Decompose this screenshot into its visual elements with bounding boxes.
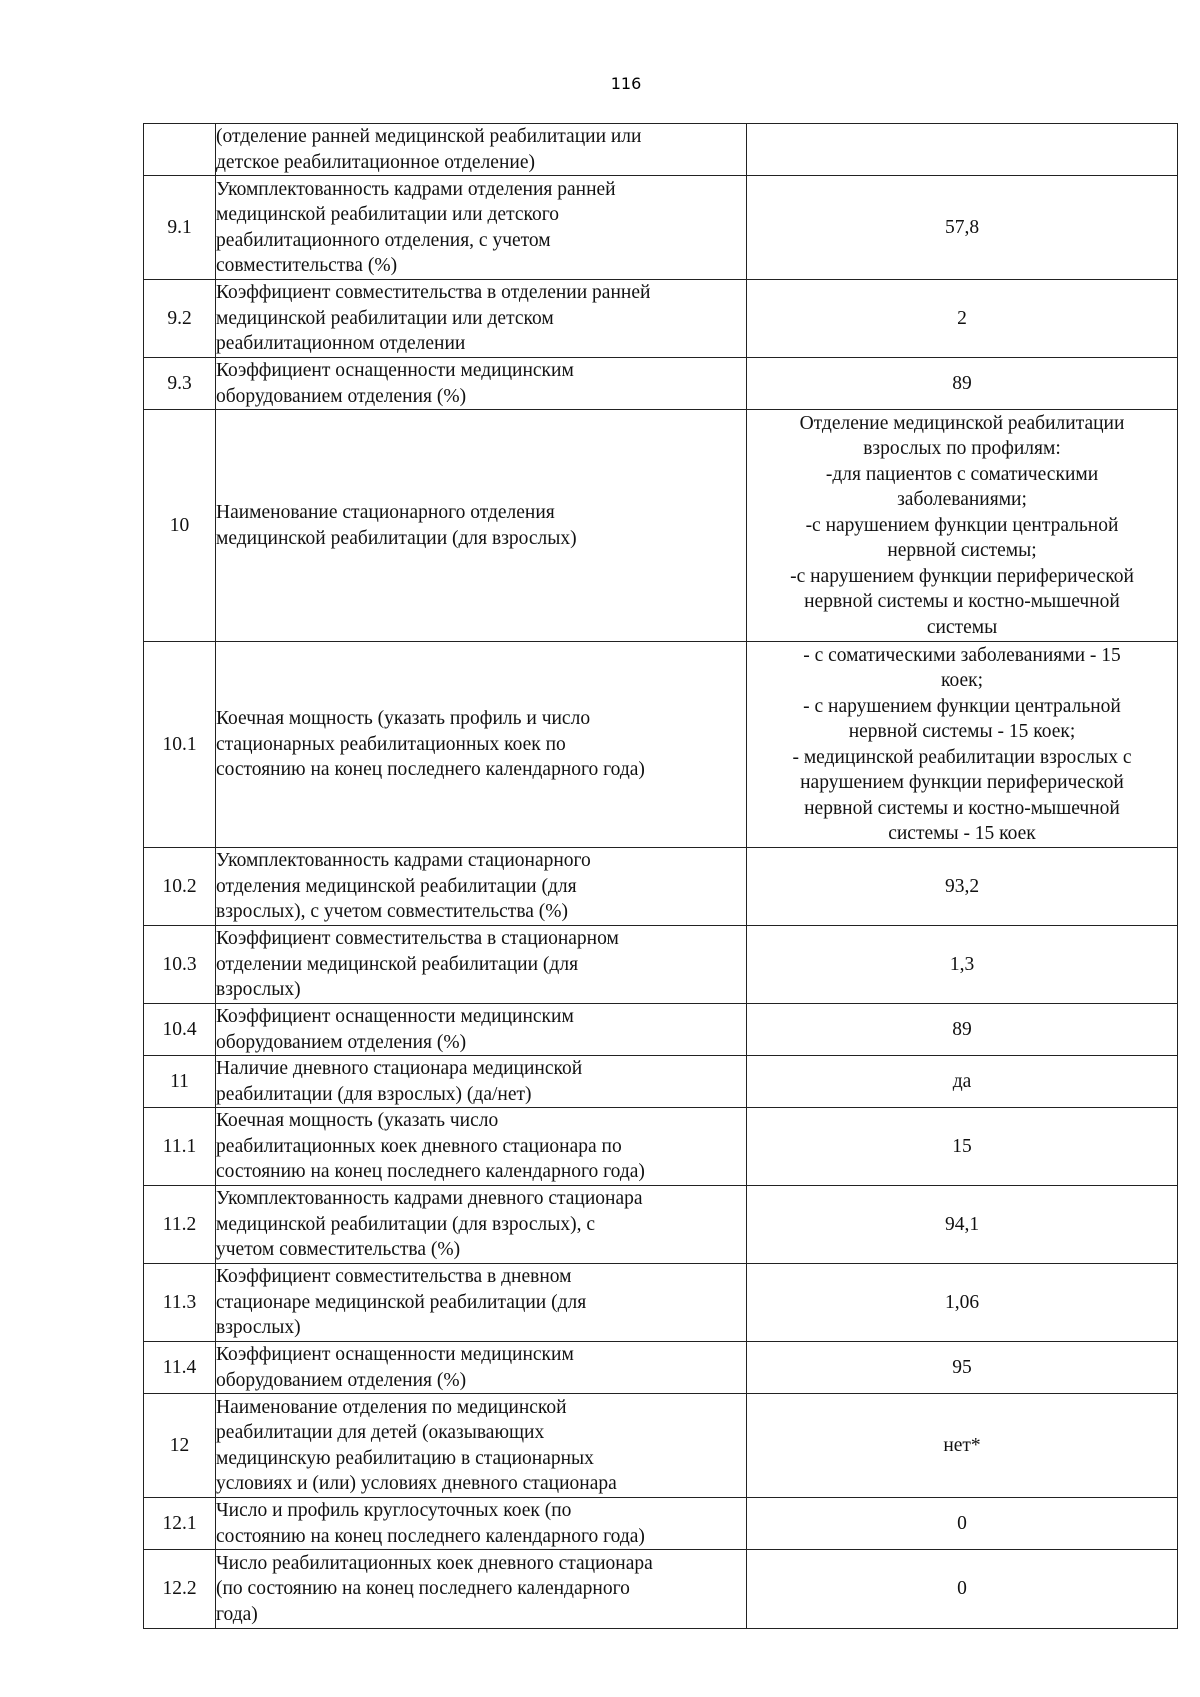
indicator-name-line: реабилитационных коек дневного стационара по — [216, 1135, 622, 1157]
row-number: 11.1 — [162, 1135, 197, 1157]
indicator-name-line: реабилитации для детей (оказывающих — [216, 1422, 545, 1443]
indicator-value-line: 95 — [952, 1356, 972, 1378]
indicator-name-line: медицинской реабилитации или детского — [216, 204, 559, 225]
row-number: 11.3 — [162, 1291, 197, 1313]
indicator-name-line: Укомплектованность кадрами отделения ранней — [216, 178, 616, 200]
indicator-value-cell — [747, 1056, 1178, 1108]
indicator-name-line: детское реабилитационное отделение) — [216, 151, 535, 173]
table-row — [144, 358, 1178, 410]
indicator-name-line: медицинской реабилитации (для взрослых), с — [216, 1213, 596, 1235]
indicator-value-line: - с нарушением функции центральной — [803, 695, 1121, 717]
indicator-name-line: условиях и (или) условиях дневного стационара — [216, 1473, 617, 1494]
row-number: 11.2 — [162, 1213, 197, 1235]
indicator-value-line: 0 — [957, 1578, 967, 1600]
row-number: 10 — [169, 514, 190, 536]
table-body — [144, 124, 1178, 1629]
indicator-name-line: Коечная мощность (указать профиль и число — [216, 708, 591, 730]
indicator-value-line: 15 — [952, 1135, 972, 1157]
indicator-name-line: Число реабилитационных коек дневного стационара — [216, 1552, 653, 1574]
indicator-value-cell — [747, 1550, 1178, 1629]
indicator-value-line: 89 — [952, 1018, 972, 1040]
indicator-value-cell — [747, 1342, 1178, 1394]
row-number-cell — [144, 1498, 216, 1550]
indicator-name-line: медицинской реабилитации или детском — [216, 307, 554, 329]
row-number: 10.1 — [162, 733, 197, 755]
indicator-value-cell — [747, 176, 1178, 280]
indicator-value-cell — [747, 1264, 1178, 1342]
table-row — [144, 176, 1178, 280]
indicator-value-line: 1,06 — [944, 1291, 980, 1313]
indicator-value-line: коек; — [940, 670, 984, 691]
indicator-value-line: 93,2 — [944, 875, 980, 897]
row-number-cell — [144, 358, 216, 410]
indicator-value-line: -для пациентов с соматическими — [825, 463, 1099, 485]
row-number: 12 — [169, 1434, 190, 1456]
indicator-name-cell — [216, 1056, 747, 1108]
indicator-value-cell — [747, 410, 1178, 642]
table-row — [144, 1342, 1178, 1394]
row-number: 11.4 — [162, 1356, 197, 1378]
indicator-value-line: системы — [926, 616, 998, 638]
row-number-cell — [144, 1550, 216, 1629]
indicator-name-cell — [216, 1342, 747, 1394]
indicator-name-cell — [216, 280, 747, 358]
row-number-cell — [144, 1394, 216, 1498]
indicator-value-line: 57,8 — [944, 216, 980, 238]
indicator-value-line: взрослых по профилям: — [863, 438, 1061, 460]
table-row — [144, 1498, 1178, 1550]
indicator-name-line: взрослых) — [216, 979, 301, 1001]
table-row — [144, 1264, 1178, 1342]
indicator-name-line: оборудованием отделения (%) — [216, 385, 467, 407]
indicator-name-cell — [216, 926, 747, 1004]
row-number: 10.4 — [162, 1018, 197, 1040]
indicator-name-line: отделения медицинской реабилитации (для — [216, 875, 577, 897]
table-row — [144, 848, 1178, 926]
indicator-value-line: нервной системы - 15 коек; — [848, 721, 1076, 742]
indicator-value-cell — [747, 1394, 1178, 1498]
row-number: 9.3 — [167, 372, 192, 394]
indicator-name-line: Наименование стационарного отделения — [216, 502, 555, 523]
row-number-cell — [144, 1264, 216, 1342]
page-number: 116 — [610, 74, 642, 93]
indicator-name-line: стационарных реабилитационных коек по — [216, 733, 566, 755]
indicator-name-line: реабилитационного отделения, с учетом — [216, 229, 551, 251]
table-row — [144, 124, 1178, 176]
table-row — [144, 1004, 1178, 1056]
row-number-cell — [144, 124, 216, 176]
indicator-value-line: заболеваниями; — [897, 489, 1027, 511]
indicator-value-line: - медицинской реабилитации взрослых с — [792, 746, 1132, 768]
indicator-name-line: Коэффициент оснащенности медицинским — [216, 360, 574, 381]
row-number-cell — [144, 280, 216, 358]
row-number-cell — [144, 848, 216, 926]
indicator-name-line: оборудованием отделения (%) — [216, 1031, 467, 1053]
indicator-name-cell — [216, 1550, 747, 1629]
indicator-name-line: реабилитационном отделении — [216, 333, 466, 355]
indicator-name-line: (отделение ранней медицинской реабилитации или — [216, 126, 642, 147]
indicator-value-cell — [747, 848, 1178, 926]
row-number-cell — [144, 1108, 216, 1186]
indicator-name-line: стационаре медицинской реабилитации (для — [216, 1291, 587, 1313]
indicator-value-cell — [747, 358, 1178, 410]
indicator-value-line: нервной системы; — [887, 540, 1037, 562]
indicator-value-cell — [747, 280, 1178, 358]
indicator-value-line: системы - 15 коек — [888, 823, 1036, 844]
row-number-cell — [144, 1004, 216, 1056]
row-number: 11 — [170, 1070, 189, 1092]
row-number: 9.1 — [167, 216, 192, 238]
indicator-name-line: Коэффициент совместительства в стационарном — [216, 928, 619, 950]
row-number: 9.2 — [167, 307, 192, 329]
indicator-value-line: нарушением функции периферической — [800, 772, 1124, 793]
indicator-value-line: 1,3 — [949, 953, 975, 975]
indicator-name-line: совместительства (%) — [216, 255, 398, 276]
indicator-name-line: (по состоянию на конец последнего календарного — [216, 1578, 630, 1600]
indicator-name-line: отделении медицинской реабилитации (для — [216, 953, 579, 975]
indicator-name-line: состоянию на конец последнего календарного года) — [216, 1525, 645, 1547]
row-number-cell — [144, 410, 216, 642]
indicator-name-cell — [216, 848, 747, 926]
indicator-name-cell — [216, 1264, 747, 1342]
row-number-cell — [144, 926, 216, 1004]
indicator-value-line: -с нарушением функции периферической — [790, 565, 1134, 587]
indicator-name-line: состоянию на конец последнего календарного года) — [216, 759, 645, 781]
row-number: 10.2 — [162, 875, 197, 897]
row-number-cell — [144, 1342, 216, 1394]
indicator-name-cell — [216, 1394, 747, 1498]
row-number: 12.1 — [162, 1512, 197, 1534]
row-number-cell — [144, 642, 216, 848]
indicator-value-line: 94,1 — [944, 1213, 980, 1235]
indicator-value-line: -с нарушением функции центральной — [805, 514, 1119, 536]
indicator-value-cell — [747, 926, 1178, 1004]
table-row — [144, 926, 1178, 1004]
row-number-cell — [144, 176, 216, 280]
indicator-name-line: Коэффициент совместительства в отделении ранней — [216, 282, 651, 304]
indicator-name-line: оборудованием отделения (%) — [216, 1369, 467, 1391]
indicator-name-cell — [216, 642, 747, 848]
indicator-value-cell — [747, 1108, 1178, 1186]
indicator-name-line: медицинской реабилитации (для взрослых) — [216, 527, 577, 549]
indicator-name-line: Коэффициент совместительства в дневном — [216, 1266, 572, 1288]
indicator-name-line: Коэффициент оснащенности медицинским — [216, 1344, 574, 1365]
indicator-name-cell — [216, 1498, 747, 1550]
row-number: 10.3 — [162, 953, 197, 975]
indicator-value-cell — [747, 124, 1178, 176]
table-row — [144, 1186, 1178, 1264]
indicator-name-line: Укомплектованность кадрами стационарного — [216, 850, 591, 872]
indicator-name-line: состоянию на конец последнего календарного года) — [216, 1161, 645, 1183]
indicator-value-cell — [747, 642, 1178, 848]
indicator-value-line: да — [952, 1070, 972, 1092]
row-number-cell — [144, 1056, 216, 1108]
indicator-name-line: года) — [216, 1603, 258, 1625]
indicator-name-line: взрослых), с учетом совместительства (%) — [216, 901, 569, 923]
indicator-name-line: учетом совместительства (%) — [216, 1239, 461, 1261]
indicator-name-line: Коечная мощность (указать число — [216, 1110, 499, 1132]
indicator-name-line: Наличие дневного стационара медицинской — [216, 1058, 583, 1079]
table-row — [144, 1550, 1178, 1629]
indicator-value-line: нервной системы и костно-мышечной — [804, 797, 1120, 819]
indicators-table — [143, 123, 1178, 1629]
table-row — [144, 1108, 1178, 1186]
indicator-name-line: Укомплектованность кадрами дневного стационара — [216, 1188, 643, 1210]
indicator-value-line: нервной системы и костно-мышечной — [804, 591, 1120, 613]
indicator-name-cell — [216, 1004, 747, 1056]
table-row — [144, 1056, 1178, 1108]
table-row — [144, 642, 1178, 848]
indicator-name-cell — [216, 410, 747, 642]
indicator-value-cell — [747, 1498, 1178, 1550]
indicator-name-line: медицинскую реабилитацию в стационарных — [216, 1447, 594, 1469]
indicator-value-line: нет* — [943, 1434, 981, 1456]
row-number: 12.2 — [162, 1578, 197, 1600]
indicator-value-line: 0 — [957, 1512, 967, 1534]
indicator-name-cell — [216, 358, 747, 410]
indicator-value-line: Отделение медицинской реабилитации — [799, 412, 1125, 434]
indicator-value-line: 89 — [952, 372, 972, 394]
indicator-value-line: - с соматическими заболеваниями - 15 — [803, 644, 1121, 666]
indicator-name-line: Наименование отделения по медицинской — [216, 1396, 567, 1418]
indicator-name-cell — [216, 1186, 747, 1264]
table-row — [144, 280, 1178, 358]
table-row — [144, 410, 1178, 642]
indicator-name-cell — [216, 124, 747, 176]
indicator-value-cell — [747, 1004, 1178, 1056]
indicator-name-line: взрослых) — [216, 1317, 301, 1339]
indicator-name-line: Число и профиль круглосуточных коек (по — [216, 1500, 572, 1521]
indicator-name-line: Коэффициент оснащенности медицинским — [216, 1006, 574, 1027]
indicator-value-line: 2 — [957, 307, 967, 329]
indicator-name-cell — [216, 176, 747, 280]
row-number-cell — [144, 1186, 216, 1264]
indicator-name-cell — [216, 1108, 747, 1186]
table-row — [144, 1394, 1178, 1498]
indicator-value-cell — [747, 1186, 1178, 1264]
indicator-name-line: реабилитации (для взрослых) (да/нет) — [216, 1083, 532, 1105]
